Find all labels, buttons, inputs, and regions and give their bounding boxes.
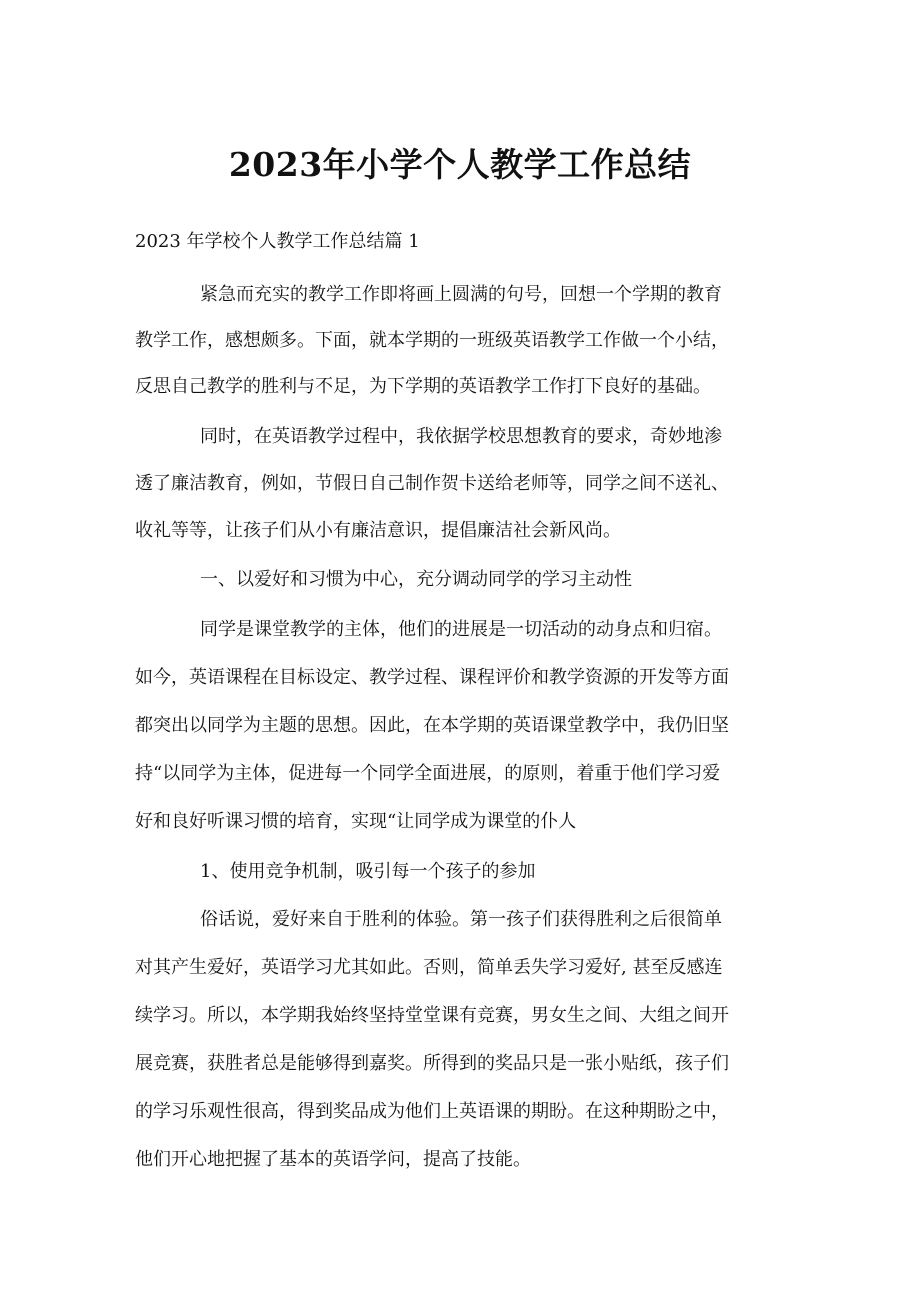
paragraph-line: 好和良好听课习惯的培育，实现“让同学成为课堂的仆人 <box>135 811 577 832</box>
paragraph-line: 持“以同学为主体，促进每一个同学全面进展，的原则，着重于他们学习爱 <box>135 763 721 784</box>
paragraph-line: 对其产生爱好，英语学习尤其如此。否则，简单丢失学习爱好, 甚至反感连 <box>135 957 723 978</box>
paragraph-line: 续学习。所以，本学期我始终坚持堂堂课有竞赛，男女生之间、大组之间开 <box>135 1005 729 1026</box>
paragraph-line: 的学习乐观性很高，得到奖品成为他们上英语课的期盼。在这种期盼之中， <box>135 1101 729 1122</box>
section-heading-line: 一、以爱好和习惯为中心，充分调动同学的学习主动性 <box>200 569 632 590</box>
paragraph-line: 如今，英语课程在目标设定、教学过程、课程评价和教学资源的开发等方面 <box>135 667 729 688</box>
paragraph-line: 同时，在英语教学过程中，我依据学校思想教育的要求，奇妙地渗 <box>200 426 722 447</box>
paragraph-line: 教学工作，感想颇多。下面，就本学期的一班级英语教学工作做一个小结， <box>135 330 729 351</box>
paragraph-line: 收礼等等，让孩子们从小有廉洁意识，提倡廉洁社会新风尚。 <box>135 520 621 541</box>
section-heading: 2023 年学校个人教学工作总结篇 1 <box>135 231 420 252</box>
paragraph-line: 他们开心地把握了基本的英语学问，提高了技能。 <box>135 1149 531 1170</box>
subsection-heading-line: 1、使用竞争机制，吸引每一个孩子的参加 <box>200 861 536 882</box>
paragraph-line: 同学是课堂教学的主体，他们的进展是一切活动的动身点和归宿。 <box>200 619 722 640</box>
paragraph-line: 紧急而充实的教学工作即将画上圆满的句号，回想一个学期的教育 <box>200 284 722 305</box>
paragraph-line: 俗话说，爱好来自于胜利的体验。第一孩子们获得胜利之后很简单 <box>200 909 722 930</box>
paragraph-line: 展竞赛，获胜者总是能够得到嘉奖。所得到的奖品只是一张小贴纸，孩子们 <box>135 1053 729 1074</box>
paragraph-line: 都突出以同学为主题的思想。因此，在本学期的英语课堂教学中，我仍旧坚 <box>135 715 729 736</box>
paragraph-line: 透了廉洁教育，例如，节假日自己制作贺卡送给老师等，同学之间不送礼、 <box>135 473 729 494</box>
document-title: 2023年小学个人教学工作总结 <box>228 145 692 184</box>
paragraph-line: 反思自己教学的胜利与不足，为下学期的英语教学工作打下良好的基础。 <box>135 376 711 397</box>
